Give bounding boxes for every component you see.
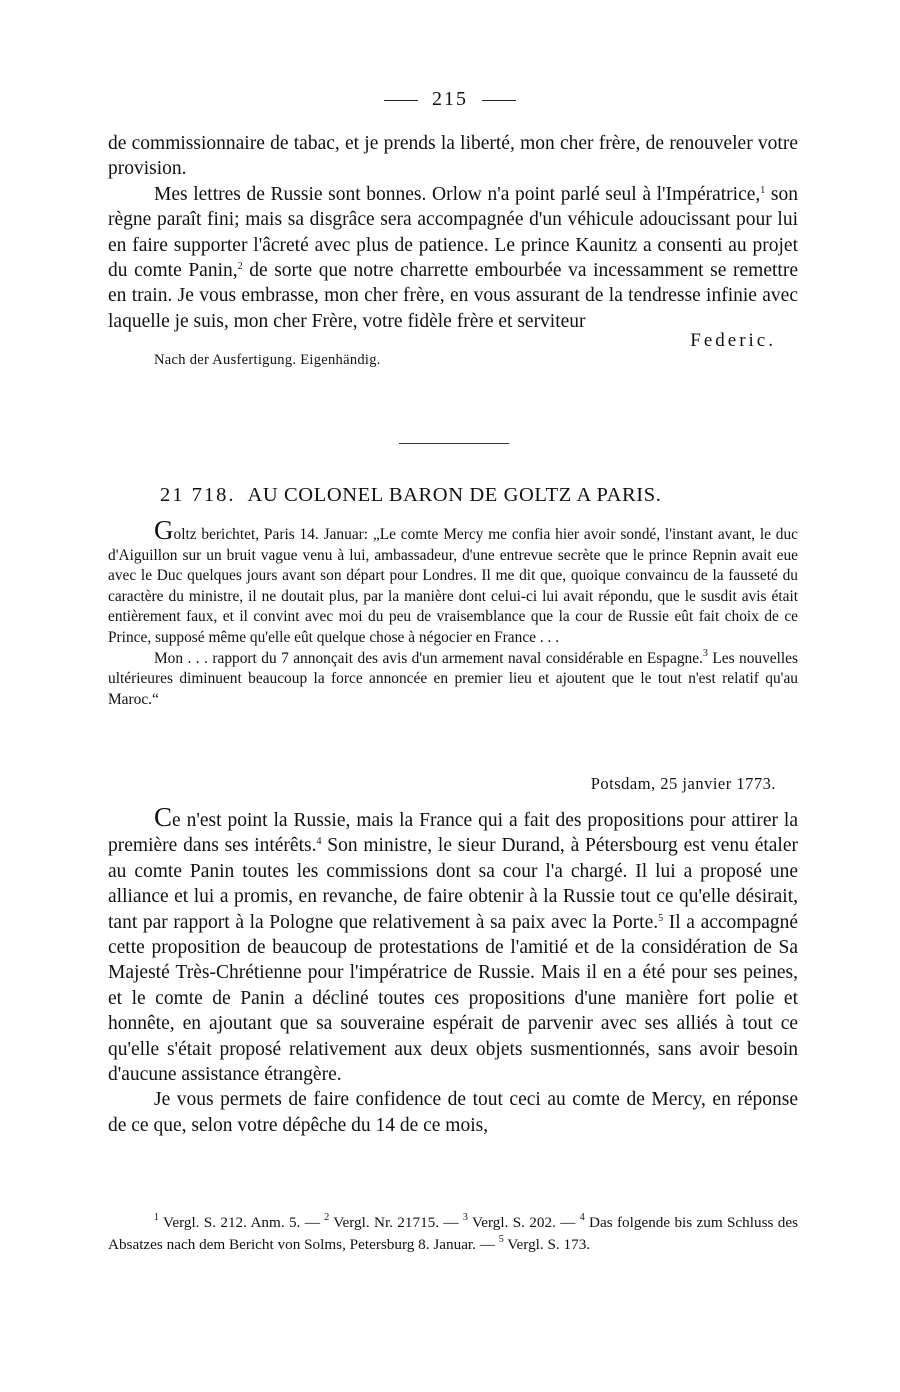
letter-number: 21 718. <box>160 484 236 506</box>
footnote-ref-4: 4 <box>316 836 322 848</box>
signature-row <box>108 330 798 374</box>
footnote-mark-1: 1 <box>154 1212 159 1223</box>
footnote-list <box>108 1212 798 1256</box>
footnote-3: Vergl. S. 202. — <box>467 1214 580 1231</box>
continued-paragraph-1 <box>108 131 798 182</box>
signature: Federic. <box>690 330 776 352</box>
summary-paragraph-2 <box>108 649 798 711</box>
footnote-mark-3: 3 <box>462 1212 468 1223</box>
summary-paragraph-1 <box>108 515 798 649</box>
footnote-5: Vergl. S. 173. <box>503 1236 591 1253</box>
body-paragraph-1-text-b: Son ministre, le sieur Durand, à Pétersbourg est venu étaler au comte Panin toutes les commissions dont sa cour l'a chargé. Il lui a proposé une alliance et lui a promis, en revanche, de faire obtenir à la Russie tout ce qu'elle désirait, tant par rapport à la Pologne que relativement à sa paix avec la Porte. <box>108 835 798 933</box>
continued-paragraph-2-text-c: de sorte que notre charrette embourbée va incessamment se remettre en train. Je vous embrasse, mon cher frère, en vous assurant de la tendresse infinie avec laquelle je suis, mon cher Frère, votre fidèle frère et serviteur <box>108 260 798 332</box>
summary-initial: G <box>154 515 174 545</box>
continued-letter <box>108 131 798 374</box>
footnote-1: Vergl. S. 212. Anm. 5. — <box>159 1214 325 1231</box>
continued-paragraph-2-text-b: son règne paraît fini; mais sa disgrâce sera accompagnée d'un véhicule adoucissant pour lui en faire supporter l'âcreté avec plus de patience. Le prince Kaunitz a consenti au projet du comte Panin, <box>108 183 798 282</box>
summary-paragraph-1-text: oltz berichtet, Paris 14. Januar: „Le comte Mercy me confia hier avoir sondé, l'instant avant, le duc d'Aiguillon sur un bruit vague venu à lui, ambassadeur, d'une entrevue secrète que le prince Repnin avait eue avec le Duc quelques jours avant son départ pour Londres. Il me dit que, quoique convaincu de la fausseté du caractère du ministre, il ne doutait plus, par la manière dont celui-ci lui avait répondu, que le susdit avis était entièrement faux, et il convint avec moi du peu de vraisemblance que la cour de Russie eût fait choix de ce Prince, supposé même qu'elle eût quelque chose à négocier en France . . . <box>108 526 798 646</box>
letter-body <box>108 802 799 1138</box>
footnote-ref-1: 1 <box>760 184 766 196</box>
footnote-mark-4: 4 <box>579 1212 585 1223</box>
footnote-ref-2: 2 <box>237 261 243 273</box>
footnotes <box>108 1212 798 1256</box>
body-initial: C <box>154 802 173 832</box>
page-number <box>0 88 900 111</box>
footnote-mark-5: 5 <box>498 1234 504 1245</box>
continued-paragraph-2-text-a: Mes lettres de Russie sont bonnes. Orlow n'a point parlé seul à l'Impératrice, <box>154 183 761 205</box>
dateline: Potsdam, 25 janvier 1773. <box>590 774 776 793</box>
body-paragraph-2-text: Je vous permets de faire confidence de tout ceci au comte de Mercy, en réponse de ce que, selon votre dépêche du 14 de ce mois, <box>108 1089 798 1136</box>
footnote-ref-5: 5 <box>658 912 664 924</box>
letter-heading <box>160 484 780 507</box>
letter-summary <box>108 515 798 710</box>
footnote-ref-3: 3 <box>702 647 708 659</box>
body-paragraph-2 <box>108 1087 798 1138</box>
body-paragraph-1-text-a: e n'est point la Russie, mais la France qui a fait des propositions pour attirer la première dans ses intérêts. <box>108 810 798 857</box>
summary-paragraph-2-text-a: Mon . . . rapport du 7 annonçait des avis d'un armement naval considérable en Espagne. <box>154 649 703 667</box>
page-number-right-rule <box>482 100 516 101</box>
section-divider <box>399 443 509 444</box>
page-number-left-rule <box>384 100 418 101</box>
summary-paragraph-2-text-b: Les nouvelles ultérieures diminuent beaucoup la force annoncée en premier lieu et ajoutent que le tout n'est relatif qu'au Maroc.“ <box>108 649 798 708</box>
body-paragraph-1-text-c: Il a accompagné cette proposition de beaucoup de protestations de l'amitié et de la considération de Sa Majesté Très-Chrétienne pour l'impératrice de Russie. Mais il en a été pour ses peines, et le comte de Panin a décliné toutes ces propositions d'une manière fort polie et honnête, en ajoutant que sa souveraine espérait de parvenir avec ses alliés à tout ce qu'elle s'était proposé relativement aux deux objets susmentionnés, sans avoir besoin d'aucune assistance étrangère. <box>108 911 799 1086</box>
letter-title: AU COLONEL BARON DE GOLTZ A PARIS. <box>247 484 662 506</box>
body-paragraph-1 <box>108 802 799 1087</box>
footnote-mark-2: 2 <box>324 1212 330 1223</box>
continued-paragraph-1-text: de commissionnaire de tabac, et je prends la liberté, mon cher frère, de renouveler votre provision. <box>108 133 798 180</box>
source-note: Nach der Ausfertigung. Eigenhändig. <box>154 352 381 369</box>
page-number-text: 215 <box>432 88 468 110</box>
footnote-4: Das folgende bis zum Schluss des Absatzes nach dem Bericht von Solms, Petersburg 8. Januar. — <box>108 1214 798 1253</box>
continued-paragraph-2 <box>108 182 798 334</box>
footnote-2: Vergl. Nr. 21715. — <box>329 1214 463 1231</box>
